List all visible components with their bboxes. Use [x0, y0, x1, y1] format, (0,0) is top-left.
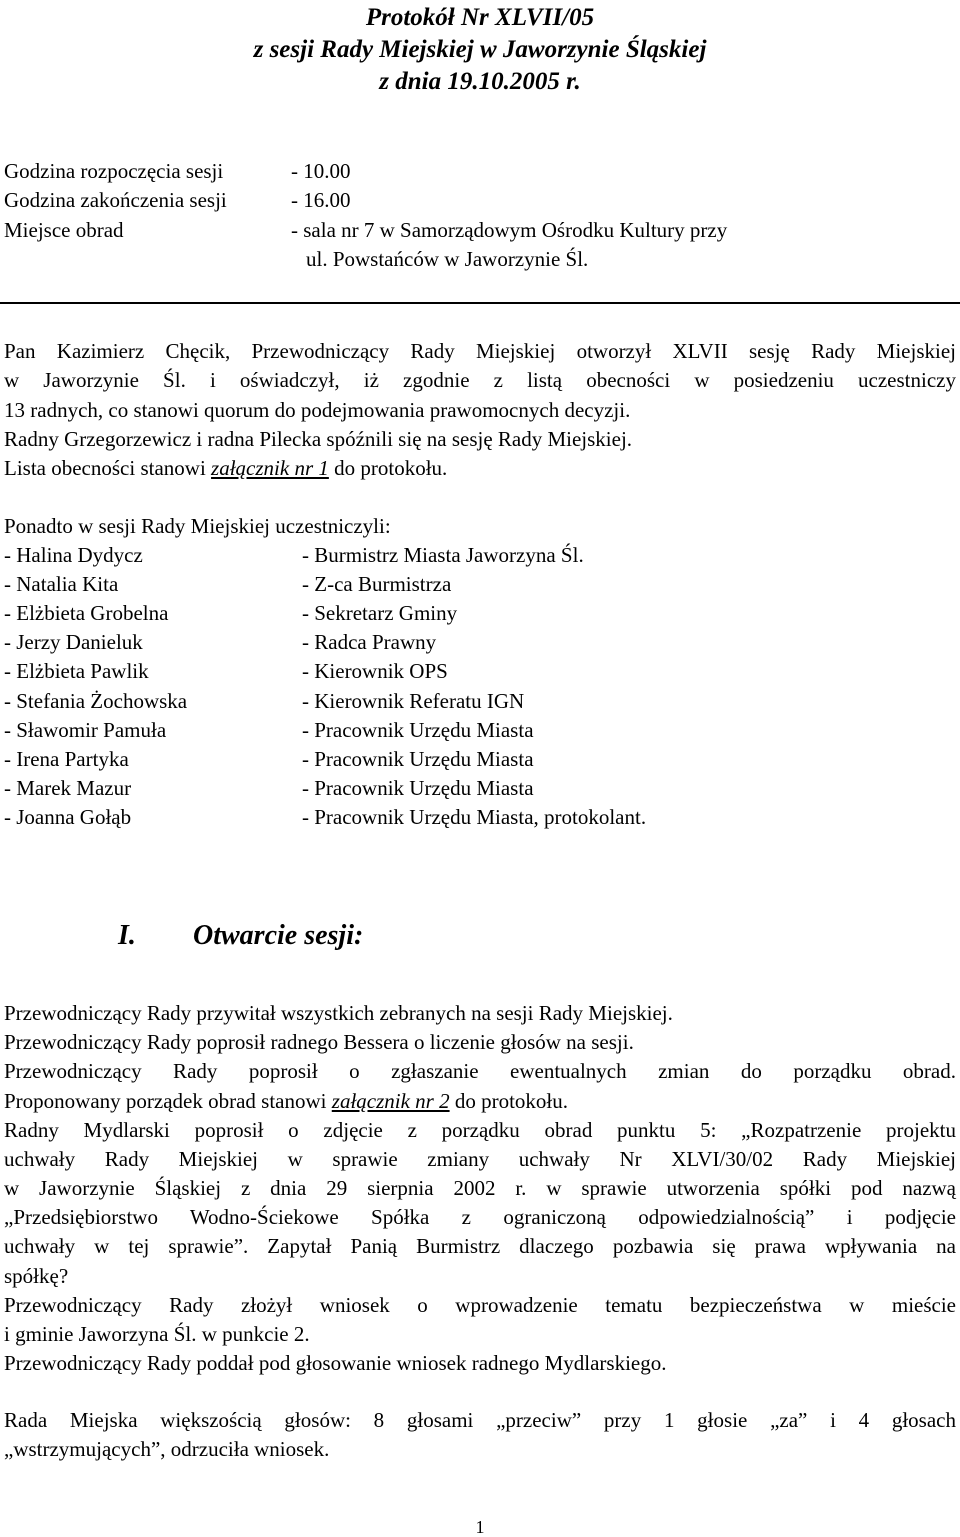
body-p5-line2: uchwały Rady Miejskiej w sprawie zmiany uchwały Nr XLVI/30/02 Rady Miejskiej: [4, 1147, 956, 1171]
place-label: Miejsce obrad: [4, 218, 124, 242]
attendee-name: - Irena Partyka: [4, 747, 129, 771]
body-p1: Przewodniczący Rady przywitał wszystkich zebranych na sesji Rady Miejskiej.: [4, 1001, 673, 1025]
attachment-1-link[interactable]: załącznik nr 1: [211, 456, 329, 480]
attendees-intro: Ponadto w sesji Rady Miejskiej uczestniczyli:: [4, 514, 391, 538]
attendee-name: - Natalia Kita: [4, 572, 119, 596]
place-value-line1: - sala nr 7 w Samorządowym Ośrodku Kultury przy: [291, 218, 728, 242]
section-title: Otwarcie sesji:: [193, 920, 364, 951]
body-p8-line2: „wstrzymujących”, odrzuciła wniosek.: [4, 1437, 330, 1461]
body-p8-line1: Rada Miejska większością głosów: 8 głosami „przeciw” przy 1 głosie „za” i 4 głosach: [4, 1408, 956, 1432]
attendee-name: - Halina Dydycz: [4, 543, 143, 567]
start-label: Godzina rozpoczęcia sesji: [4, 159, 224, 183]
body-p4: [4, 1087, 568, 1116]
attendee-role: - Z-ca Burmistrza: [302, 572, 452, 596]
attendance-text-pre: Lista obecności stanowi: [4, 456, 212, 480]
page-number: 1: [475, 1517, 485, 1537]
attendee-role: - Kierownik OPS: [302, 659, 448, 683]
start-value: - 10.00: [291, 159, 351, 183]
body-p6-line1: Przewodniczący Rady złożył wniosek o wprowadzenie tematu bezpieczeństwa w mieście: [4, 1293, 956, 1317]
end-label: Godzina zakończenia sesji: [4, 188, 227, 212]
attendee-name: - Elżbieta Pawlik: [4, 659, 149, 683]
attendee-name: - Elżbieta Grobelna: [4, 601, 169, 625]
protocol-title: Protokół Nr XLVII/05: [365, 4, 595, 31]
opening-line-2: w Jaworzynie Śl. i oświadczył, iż zgodnie z listą obecności w posiedzeniu uczestniczy: [4, 368, 956, 392]
body-p5-line1: Radny Mydlarski poprosił o zdjęcie z porządku obrad punktu 5: „Rozpatrzenie projektu: [4, 1118, 956, 1142]
attendee-name: - Sławomir Pamuła: [4, 718, 167, 742]
protocol-subtitle: z sesji Rady Miejskiej w Jaworzynie Śląskiej: [253, 36, 707, 63]
body-p6-line2: i gminie Jaworzyna Śl. w punkcie 2.: [4, 1322, 310, 1346]
attendee-name: - Jerzy Danieluk: [4, 630, 143, 654]
opening-line-1: Pan Kazimierz Chęcik, Przewodniczący Rady Miejskiej otworzył XLVII sesję Rady Miejskiej: [4, 339, 956, 363]
attachment-2-link[interactable]: załącznik nr 2: [331, 1089, 450, 1113]
attendee-role: - Pracownik Urzędu Miasta, protokolant.: [302, 805, 647, 829]
attendee-role: - Burmistrz Miasta Jaworzyna Śl.: [302, 543, 584, 567]
body-p4-pre: Proponowany porządek obrad stanowi: [4, 1089, 332, 1113]
attendee-name: - Joanna Gołąb: [4, 805, 132, 829]
body-p5-line6: spółkę?: [4, 1264, 69, 1288]
attendee-role: - Kierownik Referatu IGN: [302, 689, 525, 713]
attendee-name: - Marek Mazur: [4, 776, 132, 800]
attendee-role: - Pracownik Urzędu Miasta: [302, 747, 534, 771]
attendee-role: - Pracownik Urzędu Miasta: [302, 776, 534, 800]
body-p4-post: do protokołu.: [449, 1089, 569, 1113]
body-p2: Przewodniczący Rady poprosił radnego Bessera o liczenie głosów na sesji.: [4, 1030, 634, 1054]
body-p5-line4: „Przedsiębiorstwo Wodno-Ściekowe Spółka z ograniczoną odpowiedzialnością” i podjęcie: [4, 1205, 956, 1229]
attendee-role: - Pracownik Urzędu Miasta: [302, 718, 534, 742]
attendee-role: - Sekretarz Gminy: [302, 601, 458, 625]
attendance-list-note: [4, 454, 447, 483]
attendee-role: - Radca Prawny: [302, 630, 437, 654]
attendance-text-post: do protokołu.: [328, 456, 448, 480]
section-number: I.: [118, 920, 136, 951]
opening-line-4: Radny Grzegorzewicz i radna Pilecka spóźnili się na sesję Rady Miejskiej.: [4, 427, 633, 451]
body-p5-line5: uchwały w tej sprawie”. Zapytał Panią Burmistrz dlaczego pozbawia się prawa wpływania na: [4, 1234, 956, 1258]
protocol-date: z dnia 19.10.2005 r.: [379, 68, 581, 95]
body-p5-line3: w Jaworzynie Śląskiej z dnia 29 sierpnia 2002 r. w sprawie utworzenia spółki pod nazwą: [4, 1176, 956, 1200]
end-value: - 16.00: [291, 188, 351, 212]
horizontal-rule: [0, 302, 960, 304]
opening-line-3: 13 radnych, co stanowi quorum do podejmowania prawomocnych decyzji.: [4, 398, 631, 422]
attendee-name: - Stefania Żochowska: [4, 689, 188, 713]
body-p3: Przewodniczący Rady poprosił o zgłaszanie ewentualnych zmian do porządku obrad.: [4, 1059, 956, 1083]
place-value-line2: ul. Powstańców w Jaworzynie Śl.: [306, 247, 589, 271]
body-p7: Przewodniczący Rady poddał pod głosowanie wniosek radnego Mydlarskiego.: [4, 1351, 667, 1375]
